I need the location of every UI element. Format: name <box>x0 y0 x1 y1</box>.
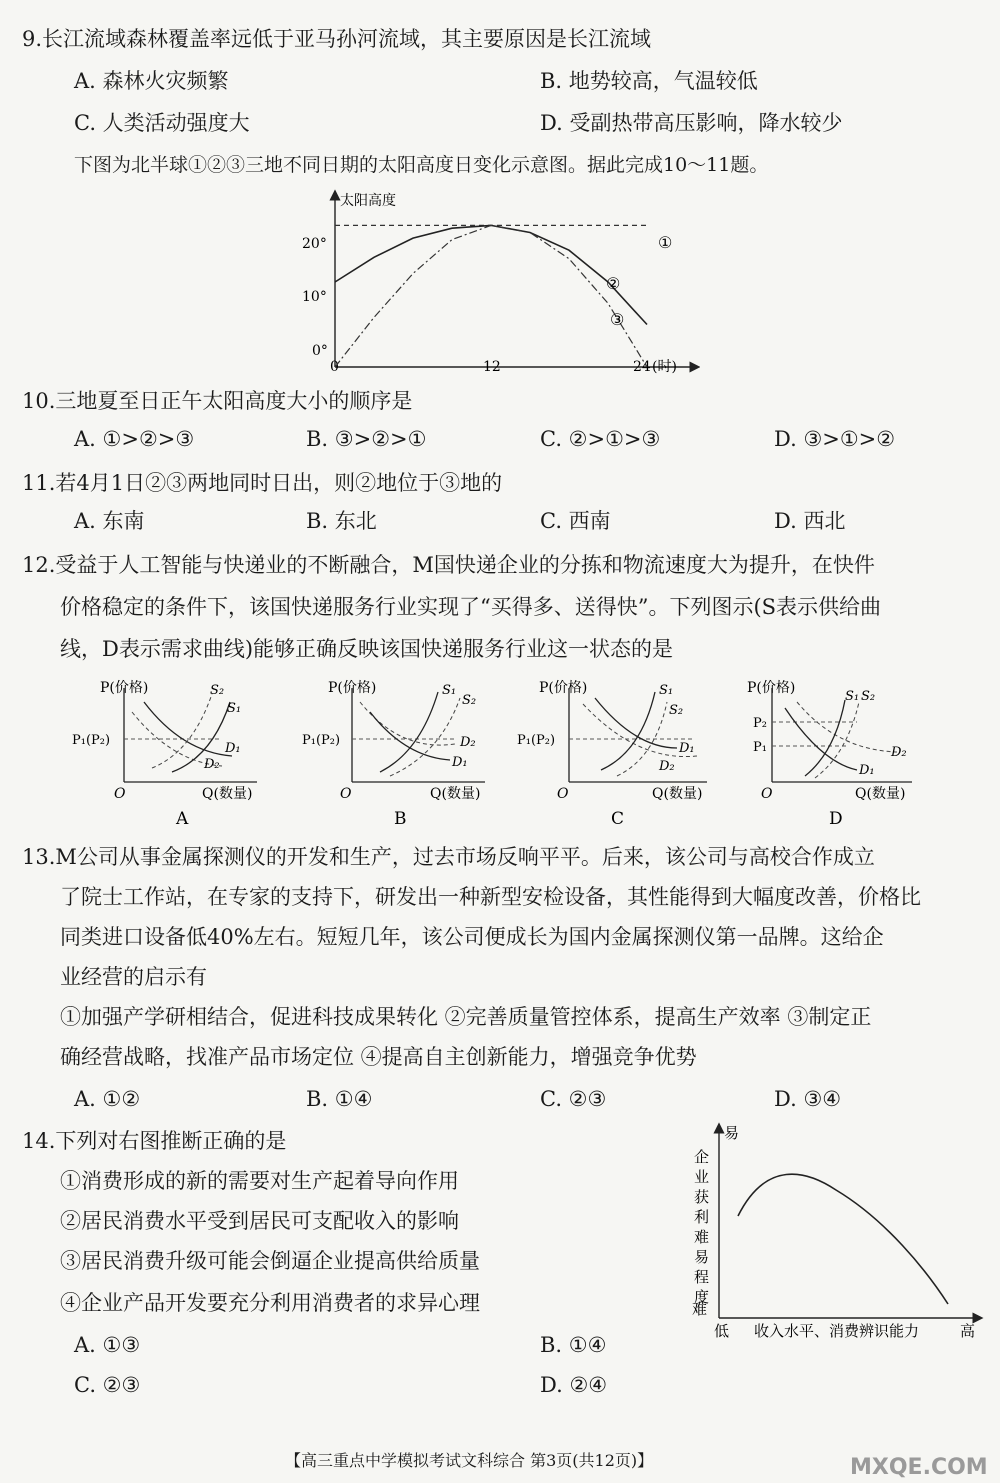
q13-line-1: 13.M公司从事金属探测仪的开发和生产，过去市场反响平平。后来，该公司与高校合作成立 <box>22 845 875 869</box>
graph-d <box>747 679 912 829</box>
graph-a-letter: A <box>176 809 189 829</box>
graph-b-xlabel: Q(数量) <box>430 786 481 802</box>
graph-b-origin: O <box>340 786 352 802</box>
graph-a-xlabel: Q(数量) <box>202 786 253 802</box>
graph-a-label-3: D₁ <box>225 741 241 756</box>
q12-line-1: 12.受益于人工智能与快递业的不断融合，M国快递企业的分拣和物流速度大为提升，在快件 <box>22 553 875 577</box>
svg-text:易: 易 <box>694 1248 710 1266</box>
profit-difficulty-chart <box>686 1120 986 1340</box>
graph-b-label-3: D₂ <box>460 735 476 750</box>
q14-option-d: D. ②④ <box>540 1373 608 1397</box>
q9-option-d: D. 受副热带高压影响，降水较少 <box>540 111 843 135</box>
graph-c-origin: O <box>557 786 569 802</box>
graph-a-label-2: S₁ <box>227 701 242 716</box>
q13-line-6: 确经营战略，找准产品市场定位 ④提高自主创新能力，增强竞争优势 <box>60 1045 697 1069</box>
y-tick-10: 10° <box>302 289 327 305</box>
q10-option-d: D. ③>①>② <box>774 427 896 451</box>
graph-d-label-3: D₁ <box>859 763 875 778</box>
graph-b-price: P₁(P₂) <box>302 733 341 748</box>
series-line-3 <box>335 225 647 367</box>
q13-line-3: 同类进口设备低40%左右。短短几年，该公司便成长为国内金属探测仪第一品牌。这给企 <box>60 925 884 949</box>
q13-option-c: C. ②③ <box>540 1087 607 1111</box>
graph-c <box>517 679 707 829</box>
graph-c-label-2: S₂ <box>669 703 684 718</box>
q14-item-4: ④企业产品开发要充分利用消费者的求异心理 <box>60 1291 480 1315</box>
svg-text:利: 利 <box>694 1208 710 1226</box>
q12-line-2: 价格稳定的条件下，该国快递服务行业实现了“买得多、送得快”。下列图示(S表示供给曲 <box>60 595 882 619</box>
q14-item-1: ①消费形成的新的需要对生产起着导向作用 <box>60 1169 459 1193</box>
graph-b-label-1: S₁ <box>442 683 457 698</box>
q14-option-c: C. ②③ <box>74 1373 141 1397</box>
graph-a-label-4: D₂ <box>204 757 220 772</box>
graph-c-label-4: D₂ <box>659 759 675 774</box>
graph-b <box>302 679 485 829</box>
graph-d-origin: O <box>761 786 773 802</box>
graph-b-label-4: D₁ <box>452 755 468 770</box>
page-footer: 【高三重点中学模拟考试文科综合 第3页(共12页)】 <box>285 1451 654 1470</box>
graph-d-price-1: P₁ <box>753 740 767 755</box>
x-tick-24: 24 <box>633 359 651 375</box>
svg-text:度: 度 <box>694 1288 710 1306</box>
q14-option-a: A. ①③ <box>74 1333 141 1357</box>
q13-option-a: A. ①② <box>74 1087 141 1111</box>
site-watermark: MXQE.COM <box>850 1455 988 1480</box>
q11-option-c: C. 西南 <box>540 509 611 533</box>
sun-altitude-chart <box>300 185 700 385</box>
graph-c-price: P₁(P₂) <box>517 733 556 748</box>
q9-stem: 9.长江流域森林覆盖率远低于亚马孙河流域，其主要原因是长江流域 <box>22 27 652 51</box>
graph-d-price-2: P₂ <box>753 716 767 731</box>
graph-d-letter: D <box>829 809 843 829</box>
q9-option-b: B. 地势较高，气温较低 <box>540 69 758 93</box>
q9-option-a: A. 森林火灾频繁 <box>74 69 229 93</box>
graph-c-ylabel: P(价格) <box>539 680 588 696</box>
graph-b-letter: B <box>394 809 407 829</box>
q10-stem: 10.三地夏至日正午太阳高度大小的顺序是 <box>22 389 413 413</box>
x-axis-label: 收入水平、消费辨识能力 <box>754 1322 920 1340</box>
graph-a-origin: O <box>114 786 126 802</box>
series-line-2 <box>335 225 647 324</box>
graph-d-label-2: S₂ <box>861 689 876 704</box>
y-tick-0: 0° <box>312 343 328 359</box>
q14-item-2: ②居民消费水平受到居民可支配收入的影响 <box>60 1209 459 1233</box>
q10-option-b: B. ③>②>① <box>306 427 427 451</box>
q10-option-a: A. ①>②>③ <box>74 427 195 451</box>
graph-d-xlabel: Q(数量) <box>855 786 906 802</box>
x-axis-unit: (时) <box>652 359 677 375</box>
graph-d-ylabel: P(价格) <box>747 680 796 696</box>
q11-option-d: D. 西北 <box>774 509 846 533</box>
graph-a <box>72 679 257 829</box>
graph-b-label-2: S₂ <box>462 693 477 708</box>
q13-option-d: D. ③④ <box>774 1087 842 1111</box>
q12-line-3: 线，D表示需求曲线)能够正确反映该国快递服务行业这一状态的是 <box>60 637 674 661</box>
supply-demand-graphs <box>72 672 972 830</box>
graph-c-xlabel: Q(数量) <box>652 786 703 802</box>
x-tick-0: 0 <box>330 359 339 375</box>
q11-stem: 11.若4月1日②③两地同时日出，则②地位于③地的 <box>22 471 503 495</box>
q11-option-b: B. 东北 <box>306 509 377 533</box>
y-axis-label: 太阳高度 <box>340 193 396 209</box>
q13-line-4: 业经营的启示有 <box>60 965 207 989</box>
x-left-label: 低 <box>714 1322 730 1340</box>
graph-d-label-1: S₁ <box>845 689 860 704</box>
x-right-label: 高 <box>960 1322 976 1340</box>
graph-a-ylabel: P(价格) <box>100 680 149 696</box>
q14-option-b: B. ①④ <box>540 1333 607 1357</box>
curve <box>738 1174 948 1304</box>
graph-c-letter: C <box>611 809 625 829</box>
svg-text:业: 业 <box>694 1168 710 1186</box>
q11-option-a: A. 东南 <box>74 509 145 533</box>
q13-line-2: 了院士工作站，在专家的支持下，研发出一种新型安检设备，其性能得到大幅度改善，价格比 <box>60 885 921 909</box>
q14-item-3: ③居民消费升级可能会倒逼企业提高供给质量 <box>60 1249 480 1273</box>
intro-10-11: 下图为北半球①②③三地不同日期的太阳高度日变化示意图。据此完成10～11题。 <box>74 154 769 176</box>
y-top-label: 易 <box>724 1124 740 1142</box>
graph-d-label-4: D₂ <box>891 745 907 760</box>
q13-option-b: B. ①④ <box>306 1087 373 1111</box>
q13-line-5: ①加强产学研相结合，促进科技成果转化 ②完善质量管控体系，提高生产效率 ③制定正 <box>60 1005 872 1029</box>
graph-a-price: P₁(P₂) <box>72 733 111 748</box>
y-bottom-label: 难 <box>692 1300 708 1318</box>
svg-text:获: 获 <box>694 1188 710 1206</box>
graph-a-label-1: S₂ <box>210 683 225 698</box>
graph-c-label-3: D₁ <box>679 741 695 756</box>
q14-stem: 14.下列对右图推断正确的是 <box>22 1129 287 1153</box>
q9-option-c: C. 人类活动强度大 <box>74 111 250 135</box>
q10-option-c: C. ②>①>③ <box>540 427 661 451</box>
y-tick-20: 20° <box>302 236 327 252</box>
graph-b-ylabel: P(价格) <box>328 680 377 696</box>
series-label-3: ③ <box>610 310 625 329</box>
x-tick-12: 12 <box>483 359 501 375</box>
svg-text:企: 企 <box>694 1148 710 1166</box>
svg-text:难: 难 <box>694 1228 710 1246</box>
graph-c-label-1: S₁ <box>659 683 674 698</box>
svg-text:程: 程 <box>694 1268 710 1286</box>
series-label-2: ② <box>606 274 621 293</box>
series-label-1: ① <box>658 233 673 252</box>
